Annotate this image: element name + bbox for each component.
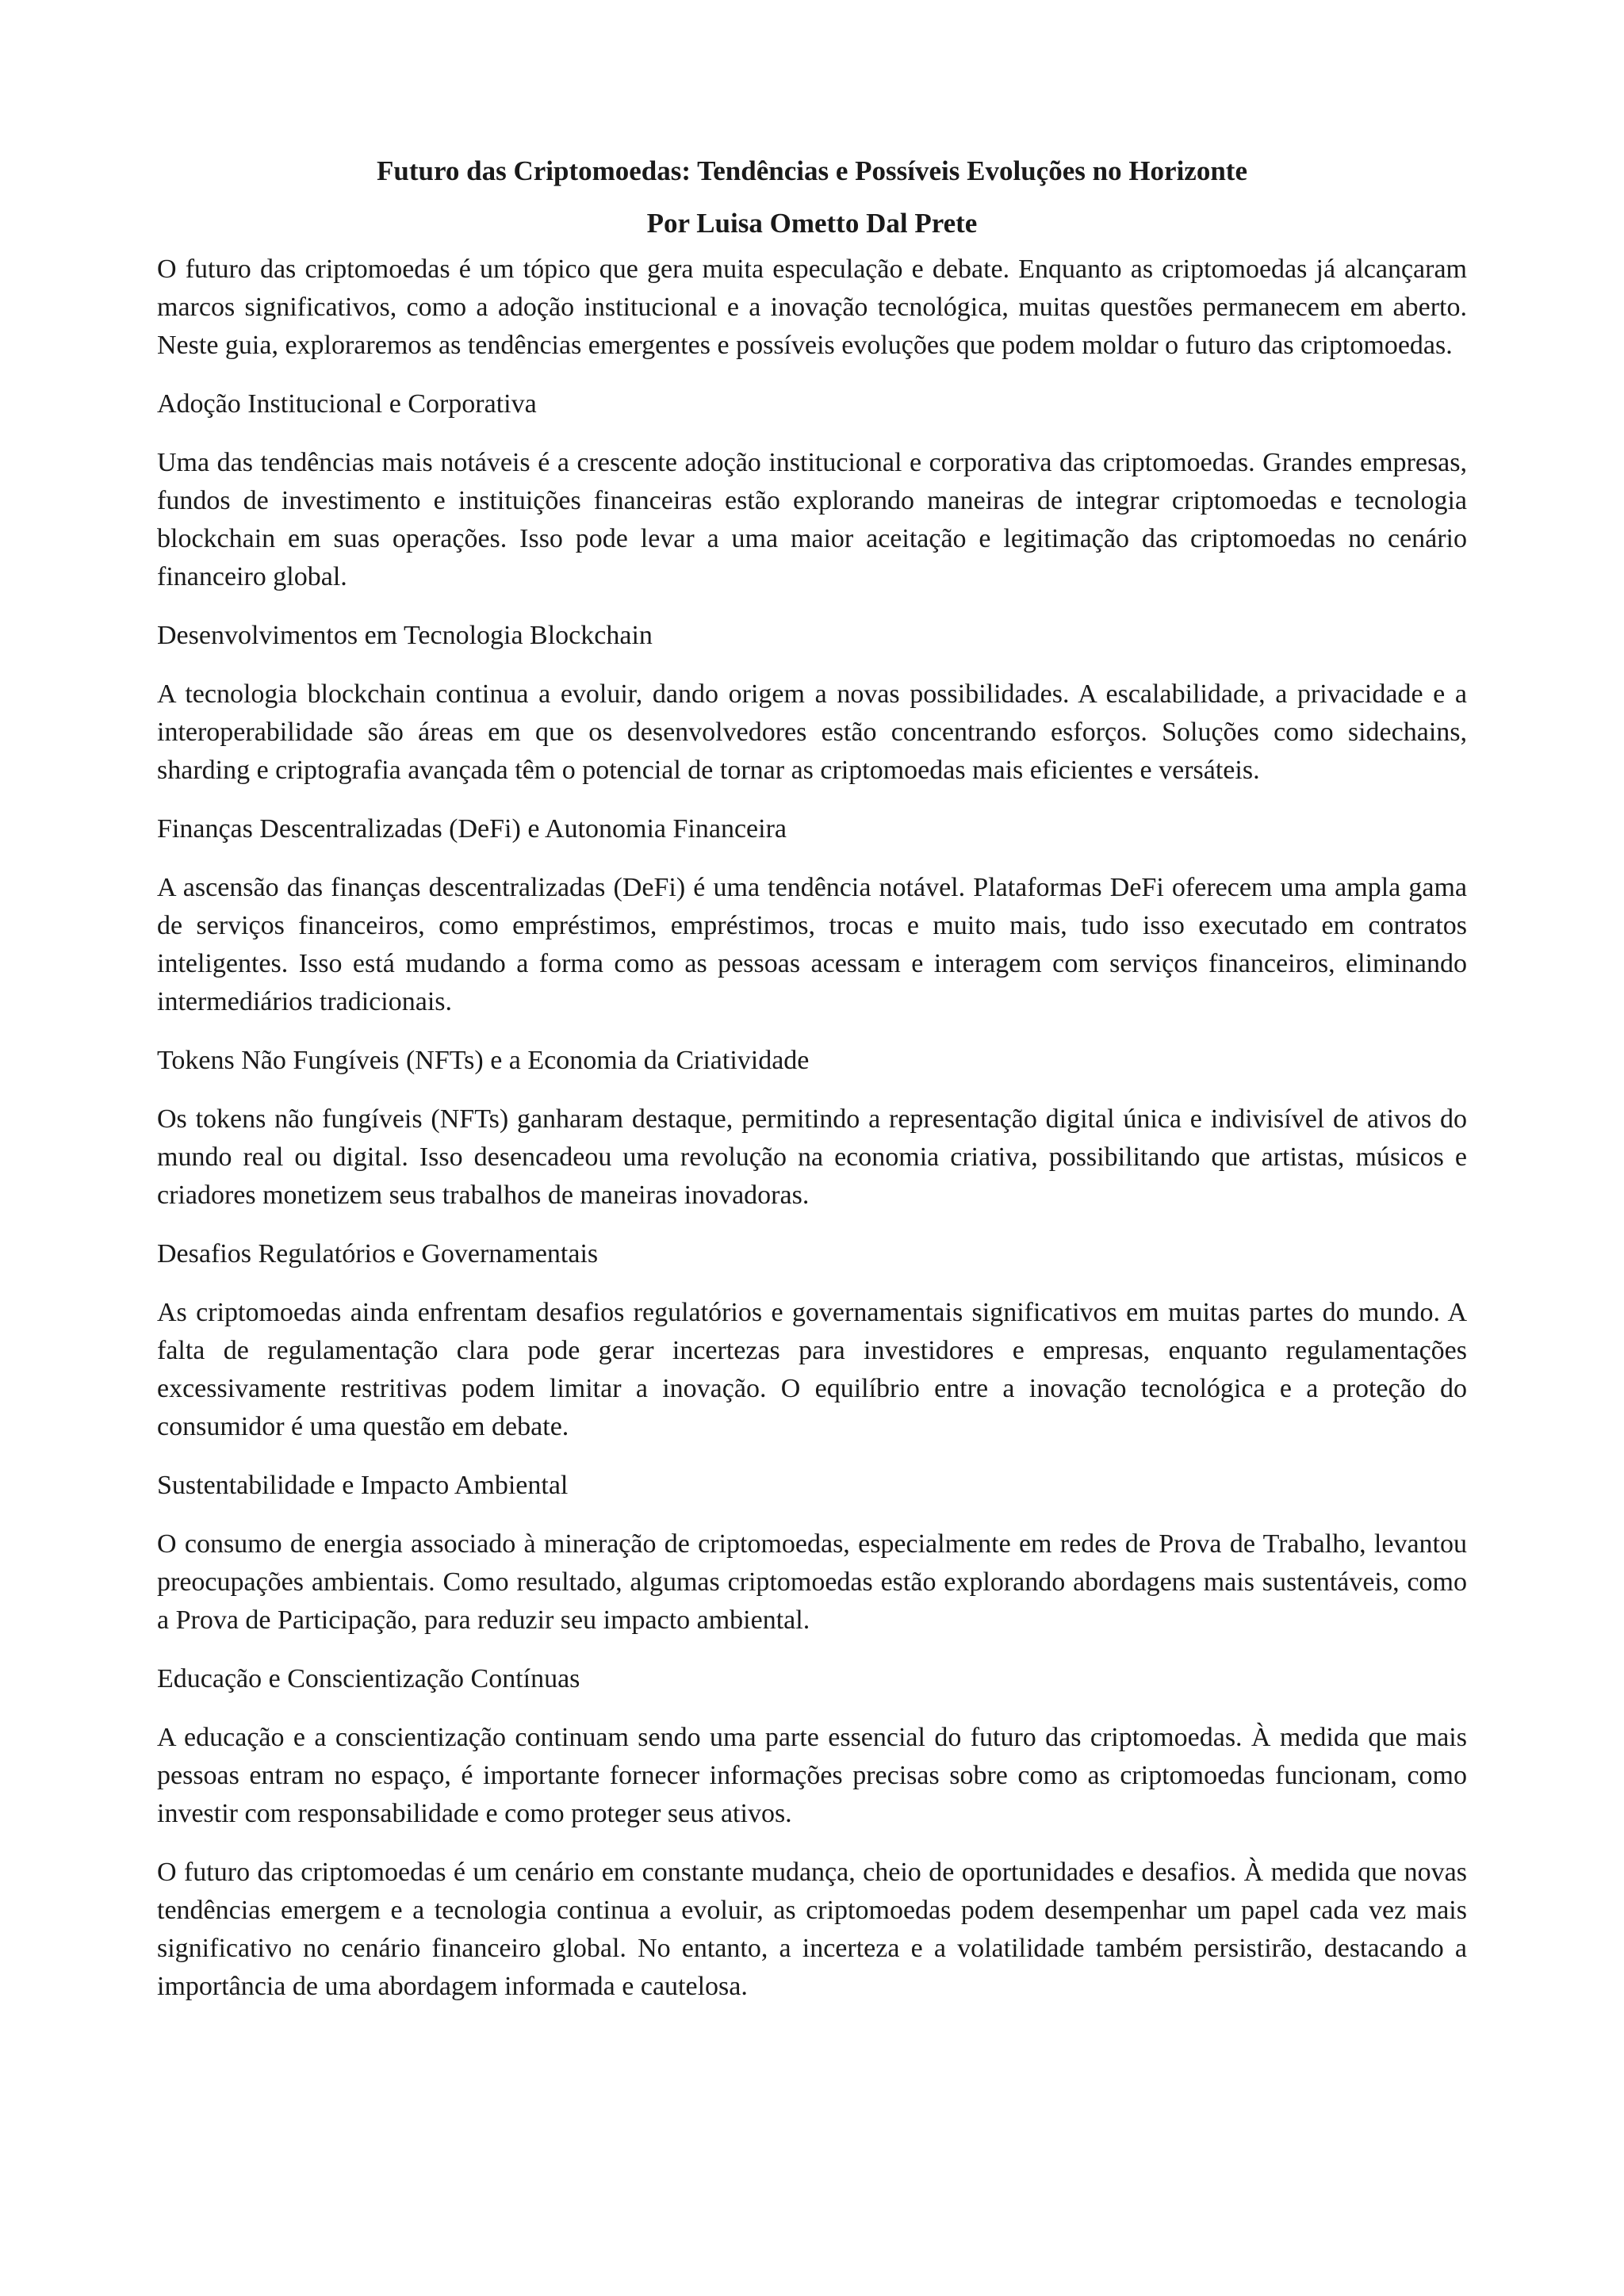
section-body: A educação e a conscientização continuam sendo uma parte essencial do futuro das criptomoedas. À medida que mais pessoas entram no espaço, é importante fornecer informações precisas sobre como as criptomoedas funcionam, como investir com responsabilidade e como proteger seus ativos. xyxy=(157,1723,1467,1828)
section-heading: Adoção Institucional e Corporativa xyxy=(157,389,537,419)
intro-paragraph: O futuro das criptomoedas é um tópico que gera muita especulação e debate. Enquanto as criptomoedas já alcançaram marcos significativos, como a adoção institucional e a inovação tecnológica, muitas questões permanecem em aberto. Neste guia, exploraremos as tendências emergentes e possíveis evoluções que podem moldar o futuro das criptomoedas. xyxy=(157,254,1467,360)
section-heading: Educação e Conscientização Contínuas xyxy=(157,1664,580,1693)
section-body: A tecnologia blockchain continua a evoluir, dando origem a novas possibilidades. A escalabilidade, a privacidade e a interoperabilidade são áreas em que os desenvolvedores estão concentrando esforços. Soluções como sidechains, sharding e criptografia avançada têm o potencial de tornar as criptomoedas mais eficientes e versáteis. xyxy=(157,679,1467,785)
document-author: Por Luisa Ometto Dal Prete xyxy=(646,208,978,239)
section-body: O consumo de energia associado à mineração de criptomoedas, especialmente em redes de Prova de Trabalho, levantou preocupações ambientais. Como resultado, algumas criptomoedas estão explorando abordagens mais sustentáveis, como a Prova de Participação, para reduzir seu impacto ambiental. xyxy=(157,1529,1467,1635)
section-body: A ascensão das finanças descentralizadas (DeFi) é uma tendência notável. Plataformas DeFi oferecem uma ampla gama de serviços financeiros, como empréstimos, empréstimos, trocas e muito mais, tudo isso executado em contratos inteligentes. Isso está mudando a forma como as pessoas acessam e interagem com serviços financeiros, eliminando intermediários tradicionais. xyxy=(157,873,1467,1016)
section-heading: Sustentabilidade e Impacto Ambiental xyxy=(157,1471,569,1500)
document-title: Futuro das Criptomoedas: Tendências e Possíveis Evoluções no Horizonte xyxy=(376,155,1247,186)
section-body: Os tokens não fungíveis (NFTs) ganharam destaque, permitindo a representação digital única e indivisível de ativos do mundo real ou digital. Isso desencadeou uma revolução na economia criativa, possibilitando que artistas, músicos e criadores monetizem seus trabalhos de maneiras inovadoras. xyxy=(157,1104,1467,1210)
conclusion-paragraph: O futuro das criptomoedas é um cenário em constante mudança, cheio de oportunidades e desafios. À medida que novas tendências emergem e a tecnologia continua a evoluir, as criptomoedas podem desempenhar um papel cada vez mais significativo no cenário financeiro global. No entanto, a incerteza e a volatilidade também persistirão, destacando a importância de uma abordagem informada e cautelosa. xyxy=(157,1858,1467,2001)
section-adocao xyxy=(157,385,1467,596)
section-body: Uma das tendências mais notáveis é a crescente adoção institucional e corporativa das criptomoedas. Grandes empresas, fundos de investimento e instituições financeiras estão explorando maneiras de integrar criptomoedas e tecnologia blockchain em suas operações. Isso pode levar a uma maior aceitação e legitimação das criptomoedas no cenário financeiro global. xyxy=(157,448,1467,591)
section-defi xyxy=(157,810,1467,1021)
section-heading: Desafios Regulatórios e Governamentais xyxy=(157,1239,599,1269)
section-blockchain xyxy=(157,617,1467,790)
section-educacao xyxy=(157,1660,1467,1833)
document-page xyxy=(157,152,1467,2026)
section-body: As criptomoedas ainda enfrentam desafios regulatórios e governamentais significativos em muitas partes do mundo. A falta de regulamentação clara pode gerar incertezas para investidores e empresas, enquanto regulamentações excessivamente restritivas podem limitar a inovação. O equilíbrio entre a inovação tecnológica e a proteção do consumidor é uma questão em debate. xyxy=(157,1298,1467,1441)
section-regulatorios xyxy=(157,1235,1467,1446)
section-heading: Desenvolvimentos em Tecnologia Blockchain xyxy=(157,621,653,650)
section-heading: Tokens Não Fungíveis (NFTs) e a Economia da Criatividade xyxy=(157,1046,810,1075)
section-nfts xyxy=(157,1042,1467,1215)
section-heading: Finanças Descentralizadas (DeFi) e Autonomia Financeira xyxy=(157,814,787,844)
section-sustentabilidade xyxy=(157,1467,1467,1640)
